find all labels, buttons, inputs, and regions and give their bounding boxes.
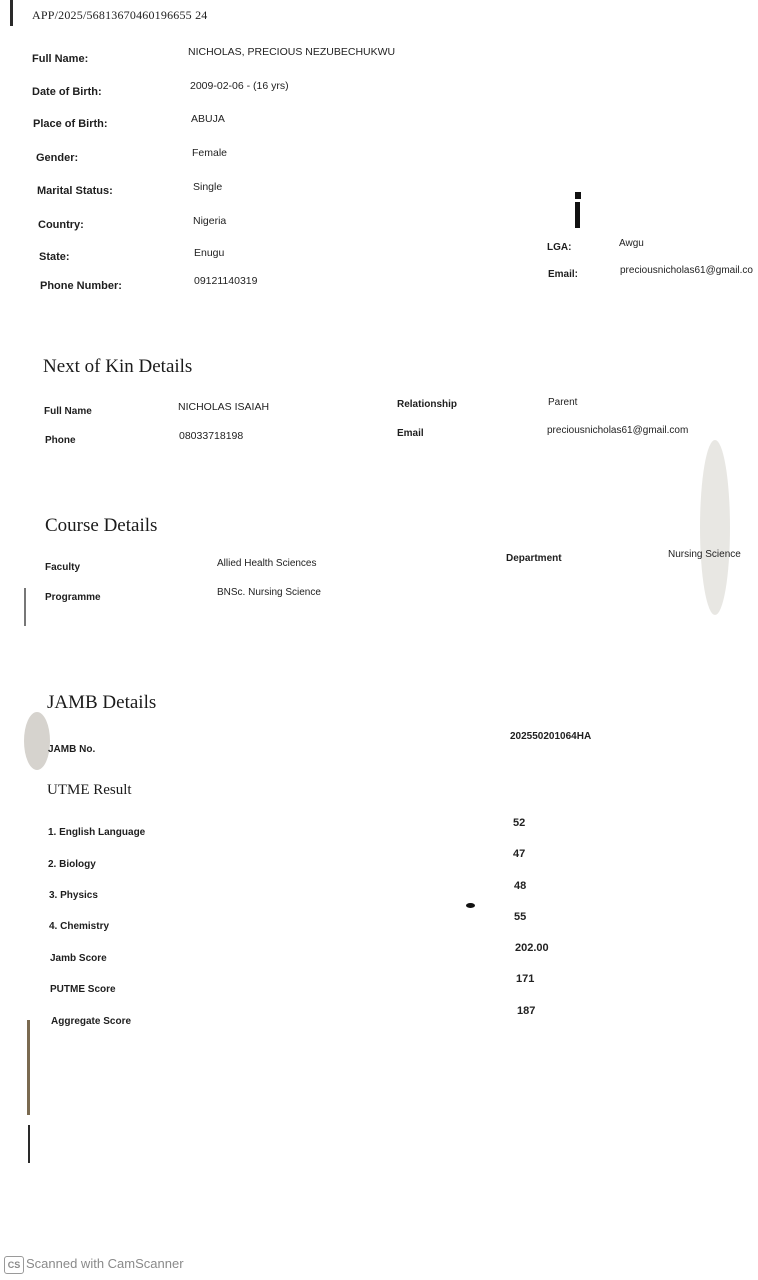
full-name-value: NICHOLAS, PRECIOUS NEZUBECHUKWU bbox=[188, 46, 396, 58]
scan-smudge bbox=[24, 712, 50, 770]
country-label: Country: bbox=[38, 219, 84, 231]
lga-label: LGA: bbox=[547, 242, 572, 253]
subject-score: 47 bbox=[513, 848, 526, 860]
scan-smudge bbox=[700, 440, 730, 615]
subject-label: 2. Biology bbox=[48, 859, 96, 870]
jamb-number-label: JAMB No. bbox=[48, 744, 96, 755]
scan-edge-mark bbox=[24, 588, 26, 626]
phone-number-label: Phone Number: bbox=[40, 280, 122, 292]
dob-value: 2009-02-06 - (16 yrs) bbox=[190, 80, 289, 92]
utme-result-heading: UTME Result bbox=[47, 782, 132, 798]
marital-status-label: Marital Status: bbox=[37, 185, 113, 197]
programme-value: BNSc. Nursing Science bbox=[217, 587, 321, 598]
subject-score: 55 bbox=[514, 911, 527, 923]
phone-number-value: 09121140319 bbox=[194, 275, 258, 287]
subject-label: 4. Chemistry bbox=[49, 921, 110, 932]
nok-relationship-label: Relationship bbox=[397, 399, 458, 410]
subject-label: 1. English Language bbox=[48, 827, 146, 838]
dob-label: Date of Birth: bbox=[32, 86, 102, 98]
state-value: Enugu bbox=[194, 247, 225, 259]
faculty-value: Allied Health Sciences bbox=[217, 558, 317, 569]
jamb-details-heading: JAMB Details bbox=[47, 692, 157, 713]
subject-score: 52 bbox=[513, 817, 526, 829]
aggregate-score-value: 187 bbox=[517, 1005, 536, 1017]
putme-score-label: PUTME Score bbox=[50, 984, 116, 995]
scan-edge-mark bbox=[27, 1020, 30, 1115]
scan-edge-mark bbox=[10, 0, 13, 26]
country-value: Nigeria bbox=[193, 215, 227, 227]
subject-label: 3. Physics bbox=[49, 890, 98, 901]
jamb-score-value: 202.00 bbox=[515, 942, 549, 954]
pob-value: ABUJA bbox=[191, 113, 225, 125]
department-label: Department bbox=[506, 553, 562, 564]
jamb-number-value: 202550201064HA bbox=[510, 731, 592, 742]
putme-score-value: 171 bbox=[516, 973, 535, 985]
info-icon bbox=[574, 192, 582, 228]
gender-value: Female bbox=[192, 147, 228, 159]
nok-relationship-value: Parent bbox=[548, 397, 578, 408]
scan-edge-mark bbox=[28, 1125, 30, 1163]
application-number: APP/2025/56813670460196655 24 bbox=[32, 8, 208, 22]
nok-email-label: Email bbox=[397, 428, 424, 439]
nok-phone-label: Phone bbox=[45, 435, 76, 446]
lga-value: Awgu bbox=[619, 238, 644, 249]
state-label: State: bbox=[39, 251, 70, 263]
full-name-label: Full Name: bbox=[32, 53, 89, 65]
scan-smudge bbox=[466, 903, 475, 908]
email-value: preciousnicholas61@gmail.co bbox=[620, 265, 753, 276]
department-value: Nursing Science bbox=[668, 549, 741, 560]
nok-full-name-value: NICHOLAS ISAIAH bbox=[178, 401, 270, 413]
nok-email-value: preciousnicholas61@gmail.com bbox=[547, 425, 689, 436]
gender-label: Gender: bbox=[36, 152, 79, 164]
next-of-kin-heading: Next of Kin Details bbox=[43, 356, 193, 377]
camscanner-logo: CS bbox=[4, 1256, 24, 1274]
marital-status-value: Single bbox=[193, 181, 223, 193]
pob-label: Place of Birth: bbox=[33, 118, 108, 130]
nok-phone-value: 08033718198 bbox=[179, 430, 244, 442]
faculty-label: Faculty bbox=[45, 562, 81, 573]
nok-full-name-label: Full Name bbox=[44, 406, 92, 417]
course-details-heading: Course Details bbox=[45, 515, 158, 536]
scanner-watermark: Scanned with CamScanner bbox=[26, 1256, 184, 1271]
email-label: Email: bbox=[548, 269, 579, 280]
subject-score: 48 bbox=[514, 880, 527, 892]
jamb-score-label: Jamb Score bbox=[50, 953, 107, 964]
aggregate-score-label: Aggregate Score bbox=[51, 1016, 132, 1027]
programme-label: Programme bbox=[45, 592, 101, 603]
